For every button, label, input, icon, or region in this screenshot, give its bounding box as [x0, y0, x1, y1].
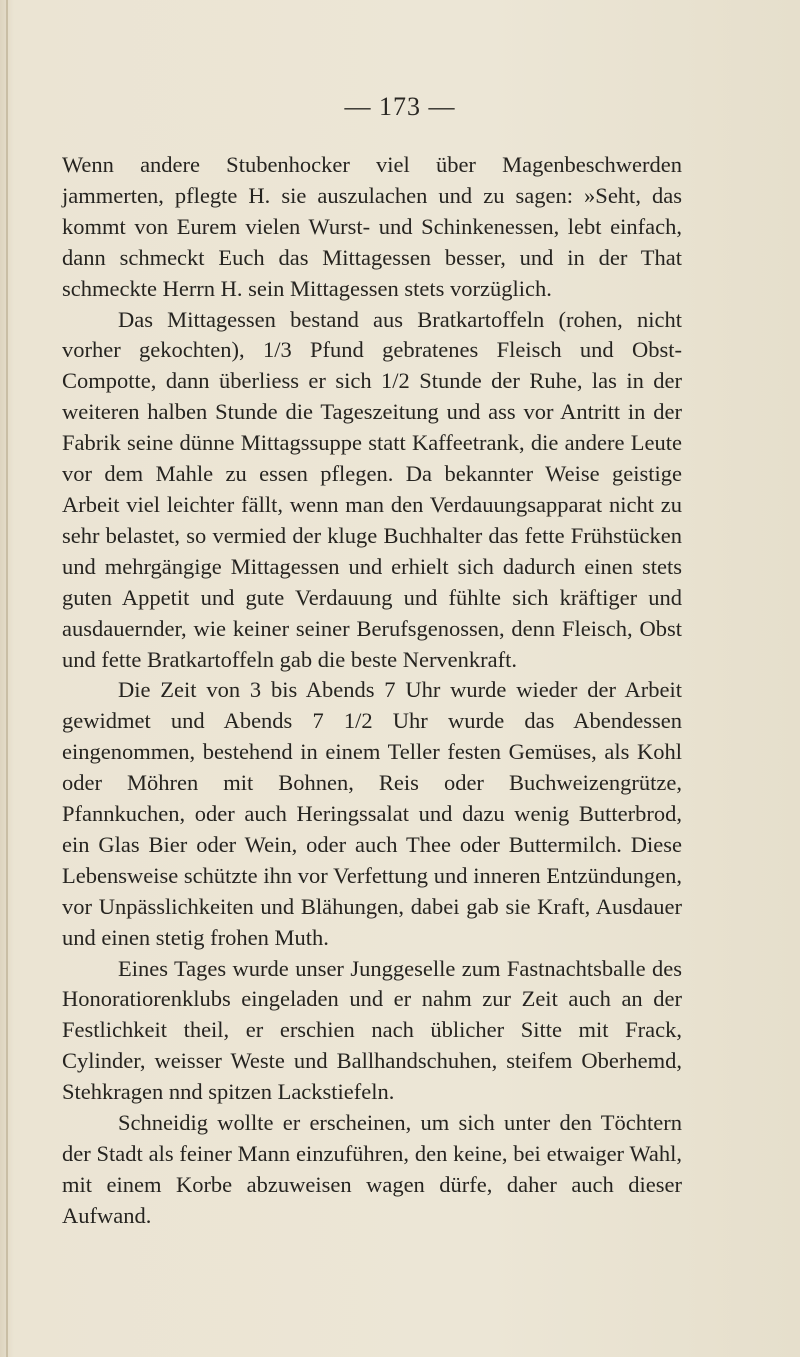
paragraph: Schneidig wollte er erscheinen, um sich unter den Töchtern der Stadt als feiner Mann einzuführen, den keine, bei etwaiger Wahl, mit einem Korbe abzuweisen wagen dürfe, daher auch dieser Aufwand. — [62, 1110, 682, 1228]
page-number: — 173 — — [344, 92, 456, 121]
paragraph: Die Zeit von 3 bis Abends 7 Uhr wurde wieder der Arbeit gewidmet und Abends 7 1/2 Uhr wurde das Abendessen eingenommen, bestehend in einem Teller festen Gemüses, als Kohl oder Möhren mit Bohnen, Reis oder Buchweizengrütze, Pfannkuchen, oder auch Heringssalat und dazu wenig Butterbrod, ein Glas Bier oder Wein, oder auch Thee oder Buttermilch. Diese Lebensweise schützte ihn vor Verfettung und inneren Entzündungen, vor Unpässlichkeiten und Blähungen, dabei gab sie Kraft, Ausdauer und einen stetig frohen Muth. — [62, 677, 682, 950]
paragraph: Wenn andere Stubenhocker viel über Magenbeschwerden jammerten, pflegte H. sie auszulachen und zu sagen: »Seht, das kommt von Eurem vielen Wurst- und Schinkenessen, lebt einfach, dann schmeckt Euch das Mittagessen besser, und in der That schmeckte Herrn H. sein Mittagessen stets vorzüglich. — [62, 152, 682, 301]
paragraph: Eines Tages wurde unser Junggeselle zum Fastnachtsballe des Honoratiorenklubs eingeladen und er nahm zur Zeit auch an der Festlichkeit theil, er erschien nach üblicher Sitte mit Frack, Cylinder, weisser Weste und Ballhandschuhen, steifem Oberhemd, Stehkragen nnd spitzen Lackstiefeln. — [62, 955, 682, 1105]
body-text — [62, 150, 682, 1232]
paragraph: Das Mittagessen bestand aus Bratkartoffeln (rohen, nicht vorher gekochten), 1/3 Pfund gebratenes Fleisch und Obst-Compotte, dann überliess er sich 1/2 Stunde der Ruhe, las in der weiteren halben Stunde die Tageszeitung und ass vor Antritt in der Fabrik seine dünne Mittagssuppe statt Kaffeetrank, die andere Leute vor dem Mahle zu essen pflegen. Da bekannter Weise geistige Arbeit viel leichter fällt, wenn man den Verdauungsapparat nicht zu sehr belastet, so vermied der kluge Buchhalter das fette Frühstücken und mehrgängige Mittagessen und erhielt sich dadurch einen stets guten Appetit und gute Verdauung und fühlte sich kräftiger und ausdauernder, wie keiner seiner Berufsgenossen, denn Fleisch, Obst und fette Bratkartoffeln gab die beste Nervenkraft. — [62, 306, 682, 672]
page-gutter — [6, 0, 8, 1357]
